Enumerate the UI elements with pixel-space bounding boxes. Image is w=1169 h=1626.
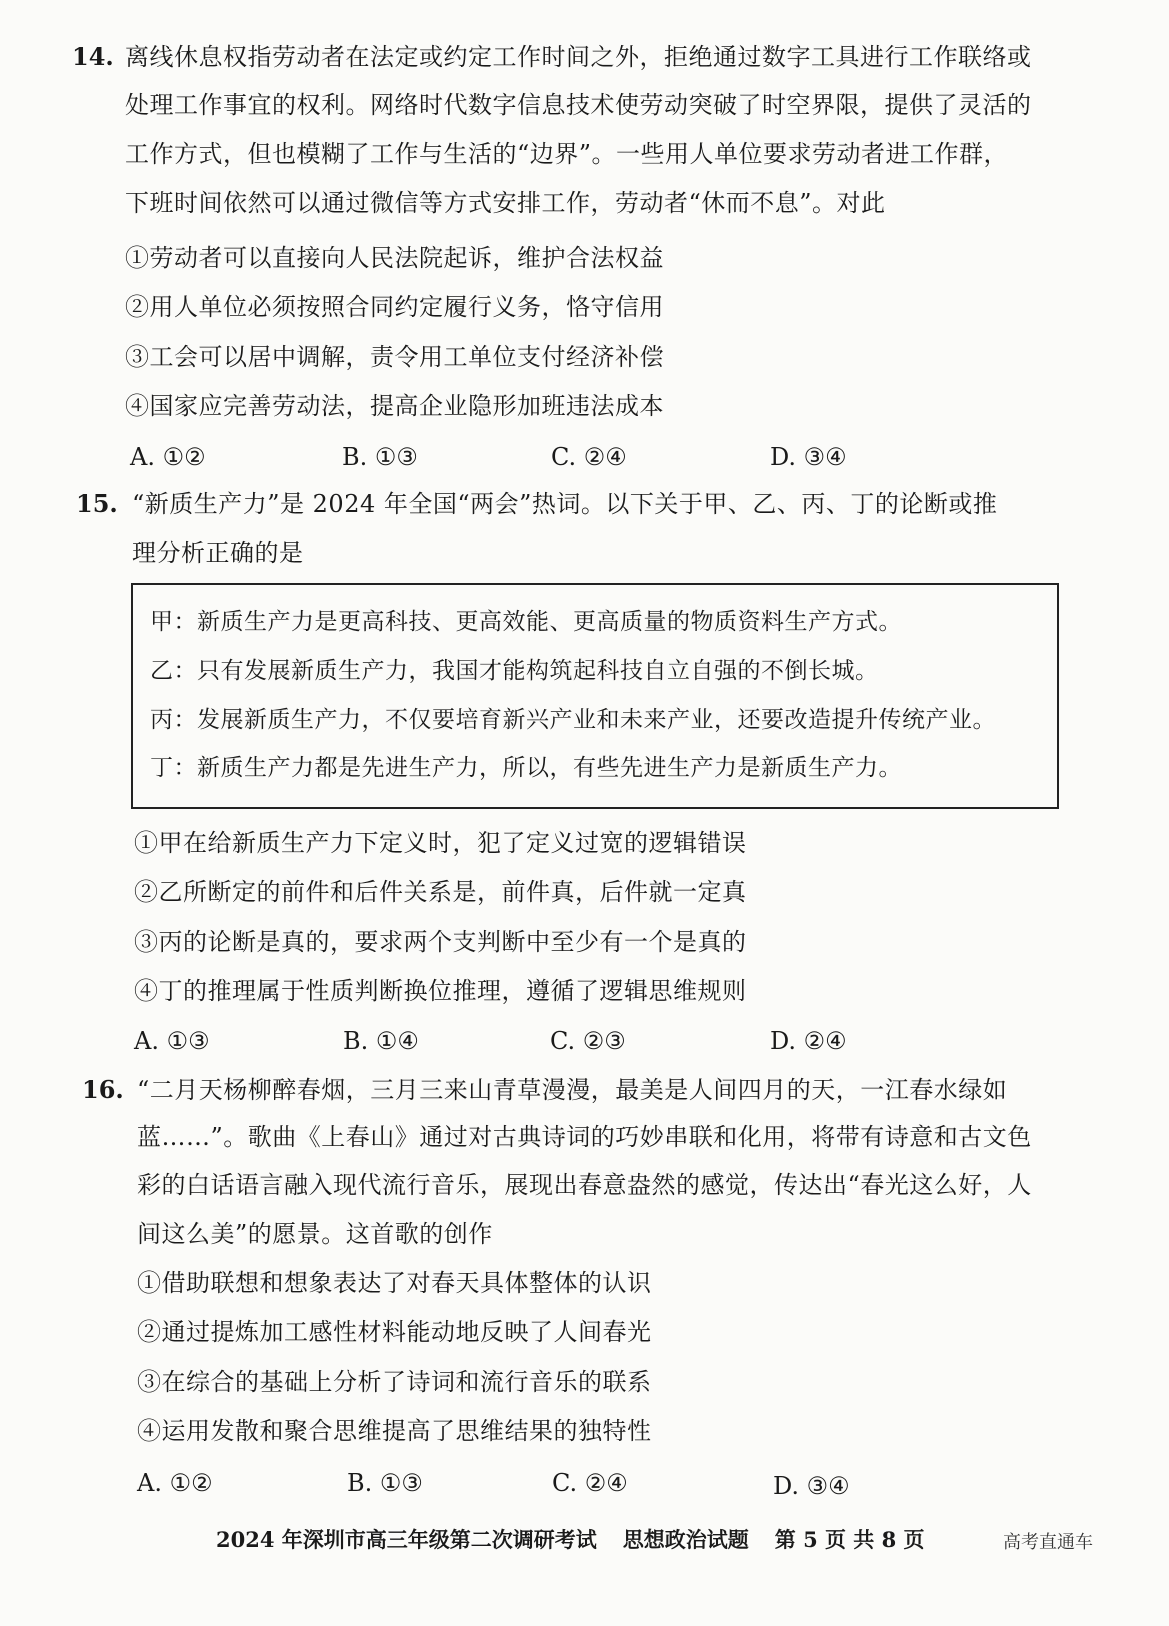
- q15-option-b: B. ①④: [343, 1027, 419, 1055]
- q14-stem-line: 离线休息权指劳动者在法定或约定工作时间之外，拒绝通过数字工具进行工作联络或: [125, 43, 1032, 71]
- q16-statement: ②通过提炼加工感性材料能动地反映了人间春光: [137, 1318, 652, 1346]
- footer-exam-title: 2024 年深圳市高三年级第二次调研考试: [216, 1527, 597, 1552]
- q15-statement: ③丙的论断是真的，要求两个支判断中至少有一个是真的: [134, 928, 747, 956]
- q16-stem-line: 彩的白话语言融入现代流行音乐，展现出春意盎然的感觉，传达出“春光这么好，人: [137, 1171, 1032, 1199]
- q16-option-a: A. ①②: [137, 1469, 213, 1497]
- brand-watermark-text: 高考直通车: [1003, 1532, 1093, 1553]
- q15-option-a: A. ①③: [134, 1027, 210, 1055]
- q15-number: 15.: [76, 489, 118, 518]
- q14-statement: ②用人单位必须按照合同约定履行义务，恪守信用: [125, 293, 664, 321]
- q15-option-d: D. ②④: [770, 1027, 847, 1055]
- q14-statement: ④国家应完善劳动法，提高企业隐形加班违法成本: [125, 392, 664, 420]
- q15-box-line: 甲：新质生产力是更高科技、更高效能、更高质量的物质资料生产方式。: [150, 609, 902, 635]
- q16-stem-line: 蓝……”。歌曲《上春山》通过对古典诗词的巧妙串联和化用，将带有诗意和古文色: [137, 1123, 1032, 1151]
- q14-option-c: C. ②④: [551, 443, 627, 471]
- q14-option-a: A. ①②: [130, 443, 206, 471]
- footer-subject: 思想政治试题: [622, 1527, 749, 1552]
- q14-option-d: D. ③④: [770, 443, 847, 471]
- page-footer: [216, 1524, 951, 1554]
- q16-option-b: B. ①③: [347, 1469, 423, 1497]
- q14-statement: ③工会可以居中调解，责令用工单位支付经济补偿: [125, 343, 664, 371]
- q14-stem-line: 工作方式，但也模糊了工作与生活的“边界”。一些用人单位要求劳动者进工作群，: [125, 140, 1009, 168]
- q16-option-d: D. ③④: [773, 1472, 850, 1500]
- q16-number: 16.: [82, 1075, 124, 1104]
- q14-stem-line: 下班时间依然可以通过微信等方式安排工作，劳动者“休而不息”。对此: [125, 189, 886, 217]
- q14-statement: ①劳动者可以直接向人民法院起诉，维护合法权益: [125, 244, 664, 272]
- q15-box-line: 乙：只有发展新质生产力，我国才能构筑起科技自立自强的不倒长城。: [150, 658, 879, 684]
- q16-stem-line: “二月天杨柳醉春烟，三月三来山青草漫漫，最美是人间四月的天，一江春水绿如: [137, 1076, 1008, 1104]
- q15-box-line: 丁：新质生产力都是先进生产力，所以，有些先进生产力是新质生产力。: [150, 755, 902, 781]
- q16-statement: ①借助联想和想象表达了对春天具体整体的认识: [137, 1269, 652, 1297]
- q16-option-c: C. ②④: [552, 1469, 628, 1497]
- q15-statement: ④丁的推理属于性质判断换位推理，遵循了逻辑思维规则: [134, 977, 747, 1005]
- q14-option-b: B. ①③: [342, 443, 418, 471]
- q16-stem-line: 间这么美”的愿景。这首歌的创作: [137, 1220, 493, 1248]
- q14-stem-line: 处理工作事宜的权利。网络时代数字信息技术使劳动突破了时空界限，提供了灵活的: [125, 91, 1032, 119]
- footer-page-number: 第 5 页 共 8 页: [774, 1527, 925, 1552]
- q15-option-c: C. ②③: [550, 1027, 626, 1055]
- q14-number: 14.: [72, 42, 114, 71]
- q16-statement: ④运用发散和聚合思维提高了思维结果的独特性: [137, 1417, 652, 1445]
- q16-statement: ③在综合的基础上分析了诗词和流行音乐的联系: [137, 1368, 652, 1396]
- q15-stem-line: 理分析正确的是: [132, 539, 304, 567]
- q15-box-line: 丙：发展新质生产力，不仅要培育新兴产业和未来产业，还要改造提升传统产业。: [150, 707, 996, 733]
- q15-statement: ①甲在给新质生产力下定义时，犯了定义过宽的逻辑错误: [134, 829, 747, 857]
- q15-stem-line: “新质生产力”是 2024 年全国“两会”热词。以下关于甲、乙、丙、丁的论断或推: [132, 490, 998, 518]
- q15-statement: ②乙所断定的前件和后件关系是，前件真，后件就一定真: [134, 878, 747, 906]
